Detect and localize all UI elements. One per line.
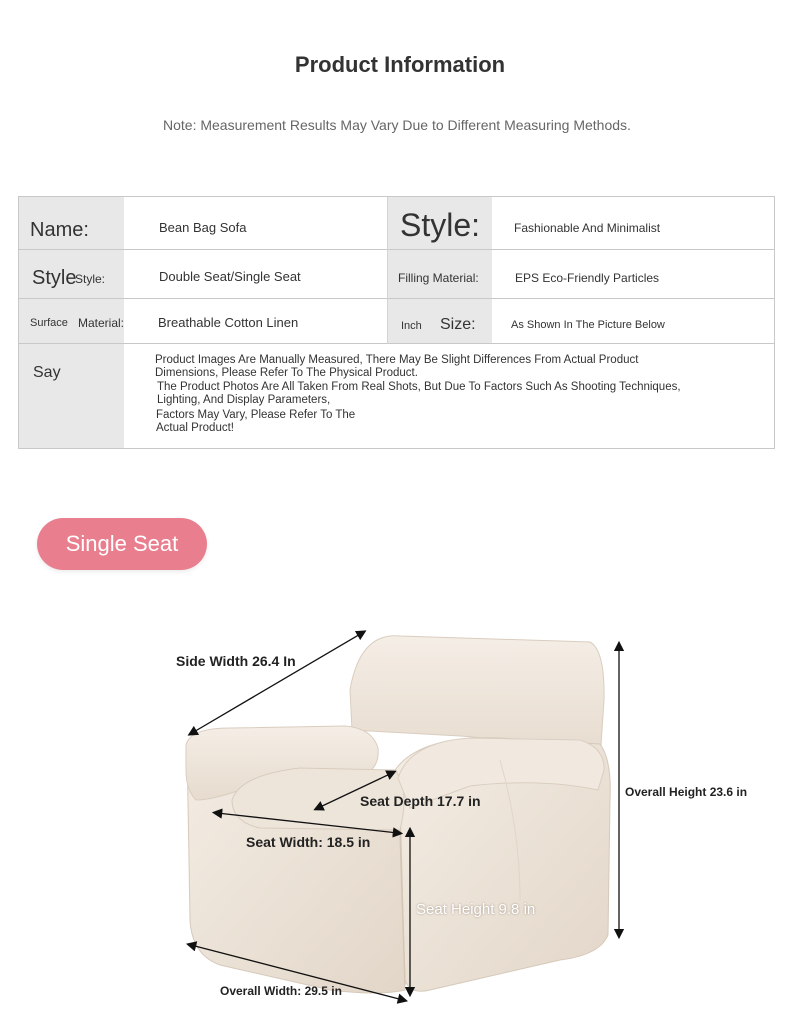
disclaimer-line: Dimensions, Please Refer To The Physical Product. [155, 367, 418, 379]
name-label: Name: [30, 219, 89, 241]
style-value: Fashionable And Minimalist [514, 221, 661, 235]
measurement-note: Note: Measurement Results May Vary Due to Different Measuring Methods. [163, 117, 631, 133]
disclaimer-line: Product Images Are Manually Measured, There May Be Slight Differences From Actual Product [155, 354, 639, 366]
style-option-value: Double Seat/Single Seat [159, 269, 301, 284]
side-width-label: Side Width 26.4 In [176, 653, 296, 669]
filling-material-label: Filling Material: [398, 271, 479, 285]
name-value: Bean Bag Sofa [159, 220, 247, 235]
overall-width-label: Overall Width: 29.5 in [220, 984, 342, 998]
seat-width-label: Seat Width: 18.5 in [246, 834, 371, 850]
disclaimer-line: Lighting, And Display Parameters, [157, 394, 331, 406]
say-label: Say [33, 364, 61, 381]
style-label-small: Style: [75, 272, 106, 286]
disclaimer-line: Actual Product! [156, 422, 234, 434]
style-label-big: Style [32, 267, 77, 289]
material-value: Breathable Cotton Linen [158, 315, 299, 330]
surface-label: Surface [30, 317, 68, 329]
filling-material-value: EPS Eco-Friendly Particles [515, 271, 660, 285]
inch-label: Inch [401, 320, 422, 332]
overall-height-label: Overall Height 23.6 in [625, 785, 748, 799]
seat-depth-label: Seat Depth 17.7 in [360, 793, 481, 809]
style-label-large: Style: [400, 207, 481, 243]
single-seat-badge: Single Seat [37, 518, 207, 570]
page-title: Product Information [294, 52, 506, 77]
material-label: Material: [78, 316, 125, 330]
seat-height-label: Seat Height 9.8 in [416, 901, 536, 918]
disclaimer-line: Factors May Vary, Please Refer To The [156, 409, 356, 421]
size-label: Size: [440, 316, 476, 333]
side-width-arrow [192, 633, 362, 733]
size-value: As Shown In The Picture Below [511, 319, 665, 331]
disclaimer-line: The Product Photos Are All Taken From Real Shots, But Due To Factors Such As Shooting Techniques, [157, 381, 681, 393]
